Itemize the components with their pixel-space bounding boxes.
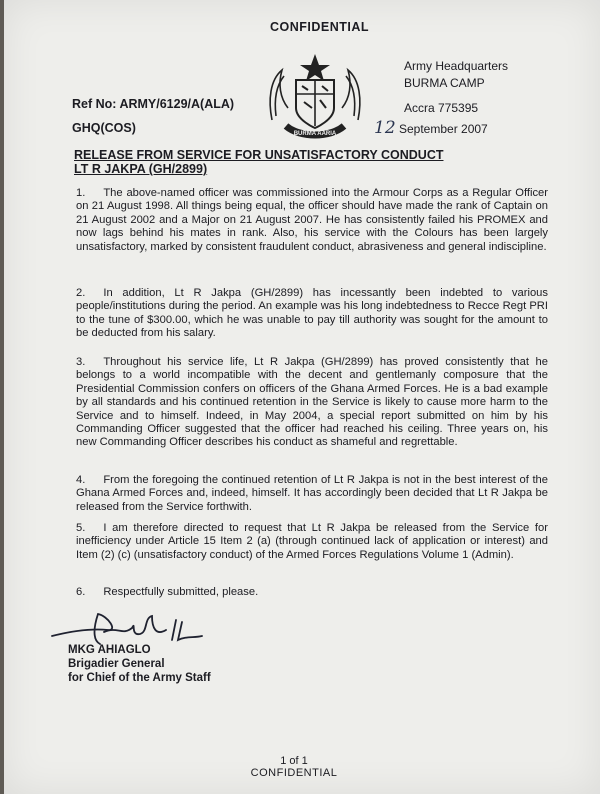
paragraph-6	[76, 586, 548, 599]
paragraph-number: 5.	[76, 522, 86, 534]
subject-block	[74, 148, 443, 176]
crest-motto: BURMA AARIA	[293, 131, 337, 137]
paragraph-2	[76, 287, 548, 341]
subject-line-1: RELEASE FROM SERVICE FOR UNSATISFACTORY CONDUCT	[74, 148, 444, 162]
letter-date	[374, 118, 488, 138]
subject-line-2: LT R JAKPA (GH/2899)	[74, 162, 208, 176]
address-line-1: Army Headquarters	[404, 59, 509, 73]
date-day-handwritten: 12	[374, 118, 396, 138]
paragraph-number: 2.	[76, 287, 86, 299]
paragraph-1	[76, 187, 548, 254]
classification-header: CONFIDENTIAL	[270, 20, 370, 34]
paragraph-text: In addition, Lt R Jakpa (GH/2899) has incessantly been indebted to various people/institutions during the period. An example was his long indebtedness to Recce Regt PRI to the tune of $300.00, which he was unable to pay till authority was sought for the amount to be deducted from his salary.	[76, 287, 548, 340]
classification-footer: CONFIDENTIAL	[250, 767, 338, 779]
addressee: GHQ(COS)	[72, 121, 136, 135]
paragraph-number: 4.	[76, 474, 86, 486]
signatory-name: MKG AHIAGLO	[68, 644, 151, 656]
paragraph-text: The above-named officer was commissioned into the Armour Corps as a Regular Officer on 21 August 1998. All things being equal, the officer should have made the rank of Captain on 21 August 2002 and a Major on 21 August 2007. He has consistently failed his PROMEX and now lags behind his mates in rank. Also, his service with the Colours has been largely unsatisfactory, marked by consistent fraudulent conduct, abrasiveness and general indiscipline.	[76, 187, 548, 253]
paragraph-number: 3.	[76, 356, 86, 368]
signature-block	[68, 643, 211, 685]
page-footer	[244, 755, 344, 779]
paragraph-text: Throughout his service life, Lt R Jakpa (GH/2899) has proved consistently that he belongs to a world incompatible with the decent and gentlemanly composure that the Presidential Commission confers on officers of the Ghana Armed Forces. He is a bad example by all standards and his continued retention in the Service is likely to cause more harm to the Service and to himself. Indeed, in May 2004, a special report submitted on him by his Commanding Officer suggested that the officer had reached his ceiling. Three years on, his new Commanding Officer describes his conduct as shameful and regrettable.	[76, 356, 548, 449]
paragraph-4	[76, 474, 548, 514]
paragraph-text: From the foregoing the continued retention of Lt R Jakpa is not in the best interest of the Ghana Armed Forces and, indeed, himself. It has accordingly been decided that Lt R Jakpa be released from the Service forthwith.	[76, 474, 548, 513]
date-month-year: September 2007	[398, 122, 488, 136]
paragraph-text: I am therefore directed to request that Lt R Jakpa be released from the Service for inefficiency under Article 15 Item 2 (a) (through continued lack of application or interest) and Item (2) (c) (unsatisfactory conduct) of the Armed Forces Regulations Volume 1 (Admin).	[76, 522, 548, 561]
paragraph-5	[76, 522, 548, 562]
page-number: 1 of 1	[280, 755, 308, 767]
letter-page	[4, 0, 600, 794]
reference-number: Ref No: ARMY/6129/A(ALA)	[72, 97, 235, 111]
paragraph-number: 1.	[76, 187, 86, 199]
ghana-armed-forces-crest-icon	[260, 50, 370, 142]
address-line-2: BURMA CAMP	[404, 76, 485, 90]
paragraph-number: 6.	[76, 586, 86, 598]
paragraph-3	[76, 356, 548, 450]
signatory-role: for Chief of the Army Staff	[68, 672, 211, 684]
address-block	[404, 58, 508, 117]
paragraph-text: Respectfully submitted, please.	[103, 586, 259, 598]
address-line-3: Accra 775395	[404, 101, 479, 115]
signatory-rank: Brigadier General	[68, 658, 165, 670]
